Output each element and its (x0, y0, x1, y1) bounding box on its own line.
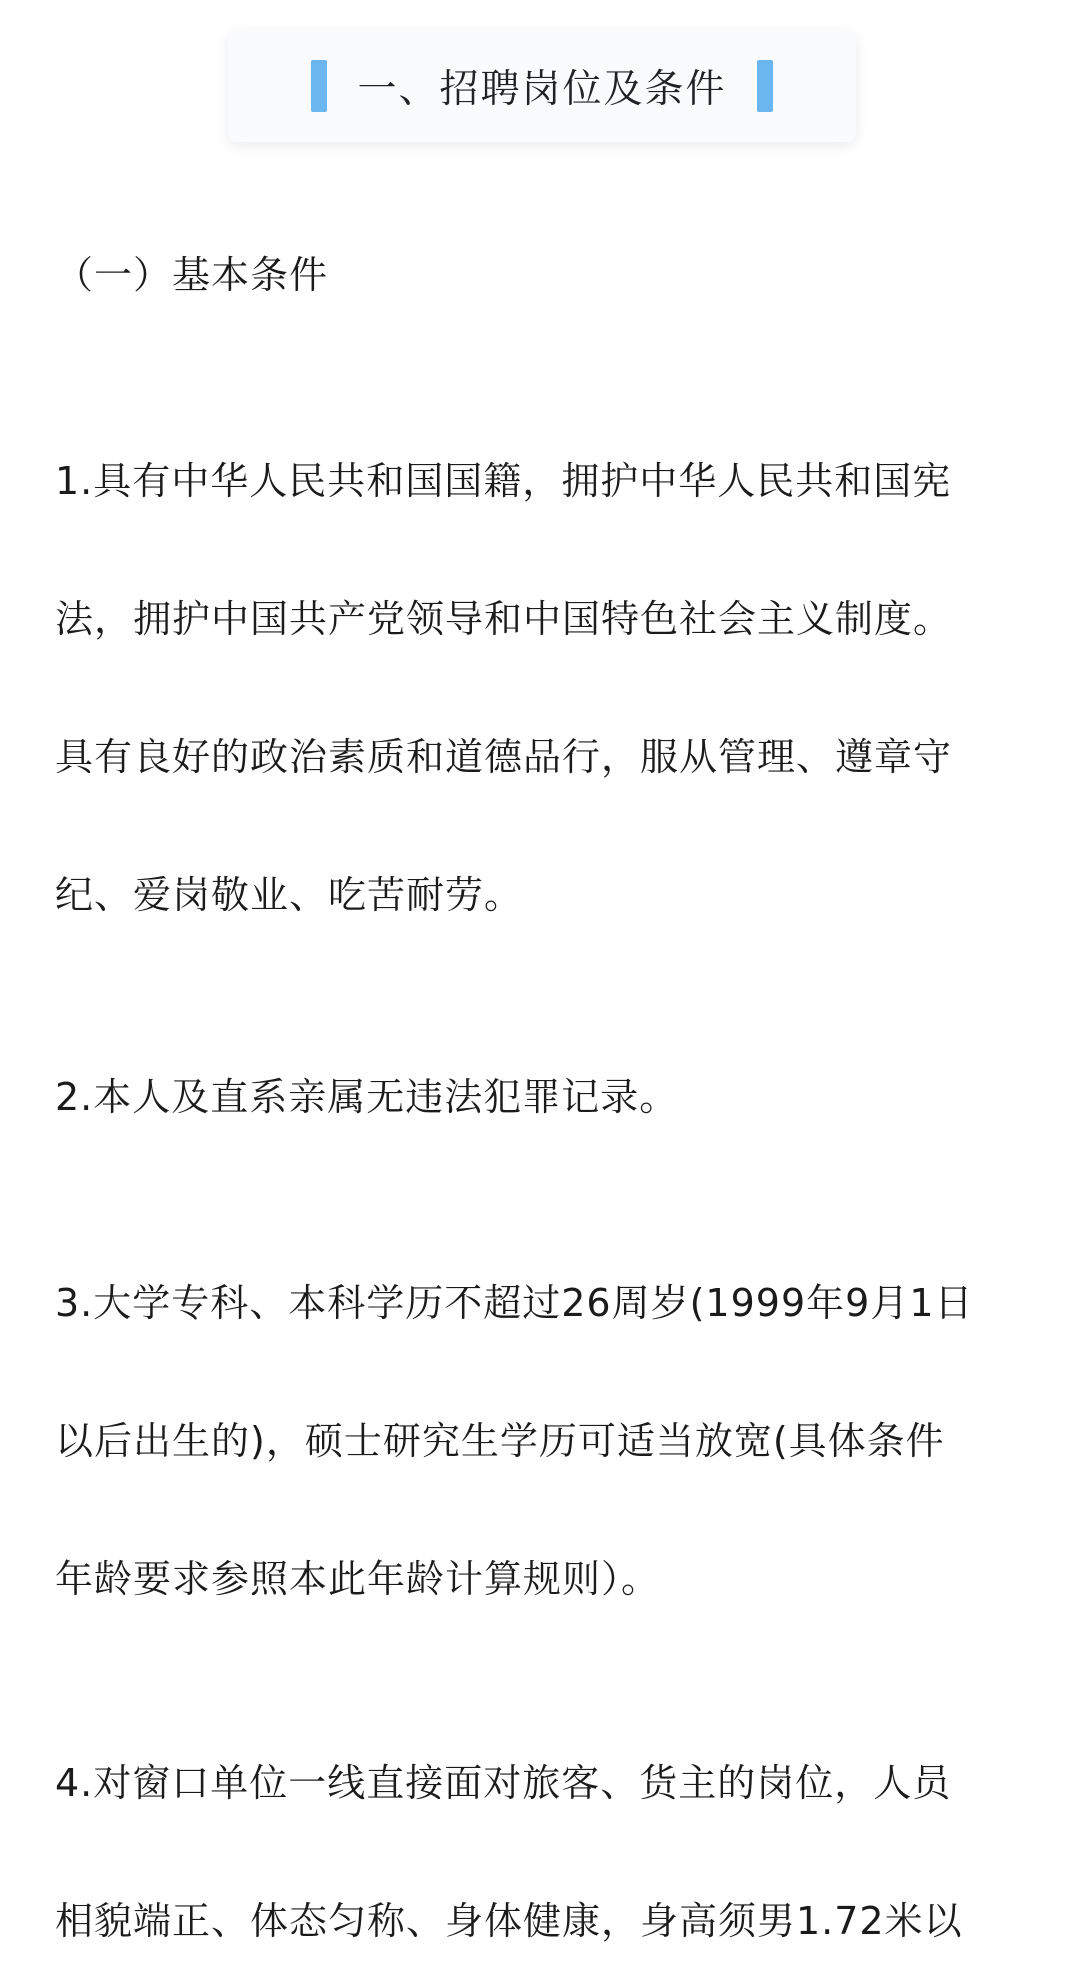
paragraph-1-line-4: 纪、爱岗敬业、吃苦耐劳。 (55, 873, 524, 917)
section-header (228, 30, 856, 142)
paragraph-1-line-2: 法，拥护中国共产党领导和中国特色社会主义制度。 (55, 597, 953, 641)
paragraph-4-line-2: 相貌端正、体态匀称、身体健康，身高须男1.72米以 (55, 1899, 963, 1943)
paragraph-3-line-3: 年龄要求参照本此年龄计算规则）。 (55, 1557, 661, 1601)
paragraph-1-line-1: 1.具有中华人民共和国国籍，拥护中华人民共和国宪 (55, 459, 952, 503)
paragraph-2-line-1: 2.本人及直系亲属无违法犯罪记录。 (55, 1075, 679, 1119)
section-title: 一、招聘岗位及条件 (357, 67, 727, 112)
right-accent-bar (757, 60, 773, 112)
paragraph-3-line-2: 以后出生的)，硕士研究生学历可适当放宽(具体条件 (55, 1419, 945, 1463)
left-accent-bar (311, 60, 327, 112)
paragraph-1-line-3: 具有良好的政治素质和道德品行，服从管理、遵章守 (55, 735, 953, 779)
paragraph-3-line-1: 3.大学专科、本科学历不超过26周岁(1999年9月1日 (55, 1281, 974, 1325)
paragraph-4-line-1: 4.对窗口单位一线直接面对旅客、货主的岗位，人员 (55, 1761, 952, 1805)
subheading: （一）基本条件 (55, 253, 329, 297)
